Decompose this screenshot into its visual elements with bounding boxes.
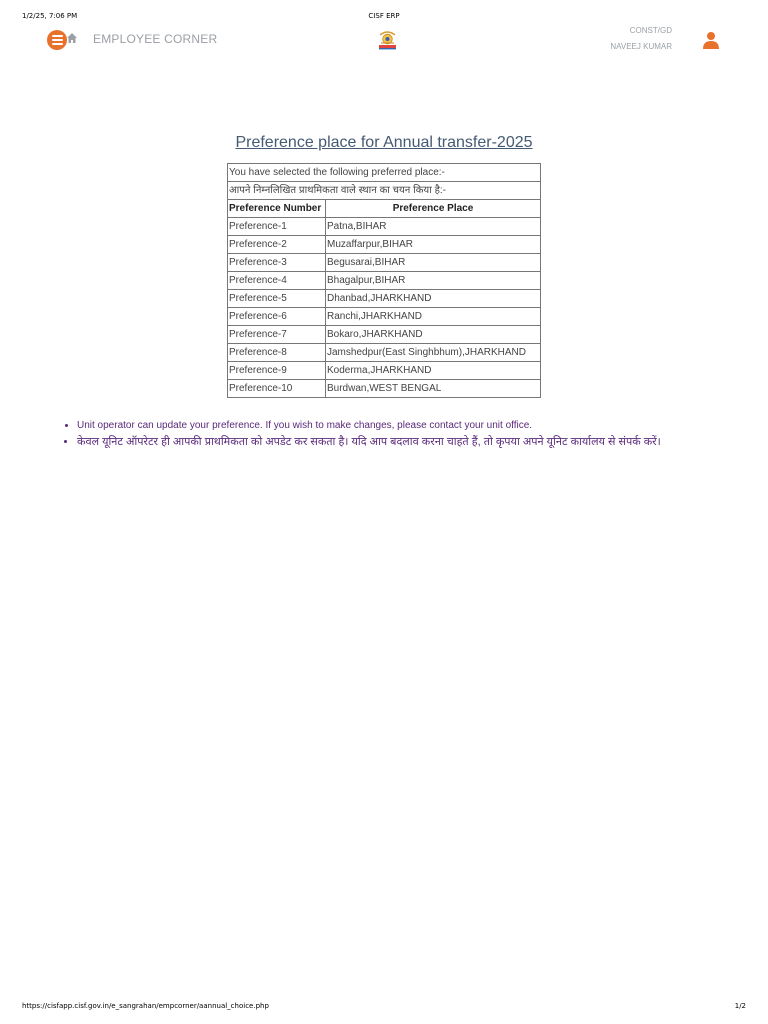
preference-place-cell: Burdwan,WEST BENGAL xyxy=(326,380,541,398)
preference-number-cell: Preference-8 xyxy=(228,344,326,362)
user-rank: CONST/GD xyxy=(629,26,672,35)
table-row xyxy=(228,218,541,236)
intro-row-en xyxy=(228,164,541,182)
preference-number-cell: Preference-9 xyxy=(228,362,326,380)
preference-number-cell: Preference-4 xyxy=(228,272,326,290)
note-english: • Unit operator can update your preference. If you wish to make changes, please contact your unit office. xyxy=(77,419,661,433)
notes-list xyxy=(63,419,661,451)
preference-place-cell: Dhanbad,JHARKHAND xyxy=(326,290,541,308)
print-title: CISF ERP xyxy=(368,12,400,20)
user-avatar-icon[interactable] xyxy=(702,31,720,49)
table-row xyxy=(228,326,541,344)
table-row xyxy=(228,308,541,326)
preference-number-cell: Preference-5 xyxy=(228,290,326,308)
user-name: NAVEEJ KUMAR xyxy=(610,42,672,51)
preference-place-cell: Patna,BIHAR xyxy=(326,218,541,236)
intro-text-en: You have selected the following preferred place:- xyxy=(228,164,541,182)
preference-place-cell: Begusarai,BIHAR xyxy=(326,254,541,272)
preference-number-cell: Preference-1 xyxy=(228,218,326,236)
table-row xyxy=(228,344,541,362)
preference-number-cell: Preference-3 xyxy=(228,254,326,272)
brand-title[interactable]: EMPLOYEE CORNER xyxy=(93,32,218,46)
note-hindi: • केवल यूनिट ऑपरेटर ही आपकी प्राथमिकता को अपडेट कर सकता है। यदि आप बदलाव करना चाहते हैं, तो कृपया अपने यूनिट कार्यालय से संपर्क करें। xyxy=(77,435,661,449)
table-row xyxy=(228,254,541,272)
table-row xyxy=(228,272,541,290)
home-icon[interactable] xyxy=(66,32,78,44)
preference-place-cell: Bhagalpur,BIHAR xyxy=(326,272,541,290)
preference-table xyxy=(227,163,541,398)
print-footer xyxy=(22,1002,746,1014)
table-header-row xyxy=(228,200,541,218)
print-url: https://cisfapp.cisf.gov.in/e_sangrahan/empcorner/aannual_choice.php xyxy=(22,1002,269,1010)
preference-place-cell: Muzaffarpur,BIHAR xyxy=(326,236,541,254)
print-page-number: 1/2 xyxy=(734,1002,746,1010)
preference-number-cell: Preference-7 xyxy=(228,326,326,344)
table-row xyxy=(228,290,541,308)
intro-text-hi: आपने निम्नलिखित प्राथमिकता वाले स्थान का चयन किया है:- xyxy=(228,182,541,200)
column-header-place: Preference Place xyxy=(326,200,541,218)
page-title: Preference place for Annual transfer-2025 xyxy=(235,134,533,151)
preference-number-cell: Preference-6 xyxy=(228,308,326,326)
preference-number-cell: Preference-10 xyxy=(228,380,326,398)
table-row xyxy=(228,362,541,380)
preference-place-cell: Ranchi,JHARKHAND xyxy=(326,308,541,326)
preference-place-cell: Koderma,JHARKHAND xyxy=(326,362,541,380)
preference-place-cell: Jamshedpur(East Singhbhum),JHARKHAND xyxy=(326,344,541,362)
print-header xyxy=(22,12,746,24)
table-row xyxy=(228,380,541,398)
menu-icon[interactable] xyxy=(47,30,67,50)
intro-row-hi xyxy=(228,182,541,200)
print-datetime: 1/2/25, 7:06 PM xyxy=(22,12,78,20)
app-header xyxy=(0,26,768,60)
column-header-number: Preference Number xyxy=(228,200,326,218)
preference-place-cell: Bokaro,JHARKHAND xyxy=(326,326,541,344)
cisf-emblem-icon xyxy=(377,29,398,51)
table-row xyxy=(228,236,541,254)
preference-number-cell: Preference-2 xyxy=(228,236,326,254)
